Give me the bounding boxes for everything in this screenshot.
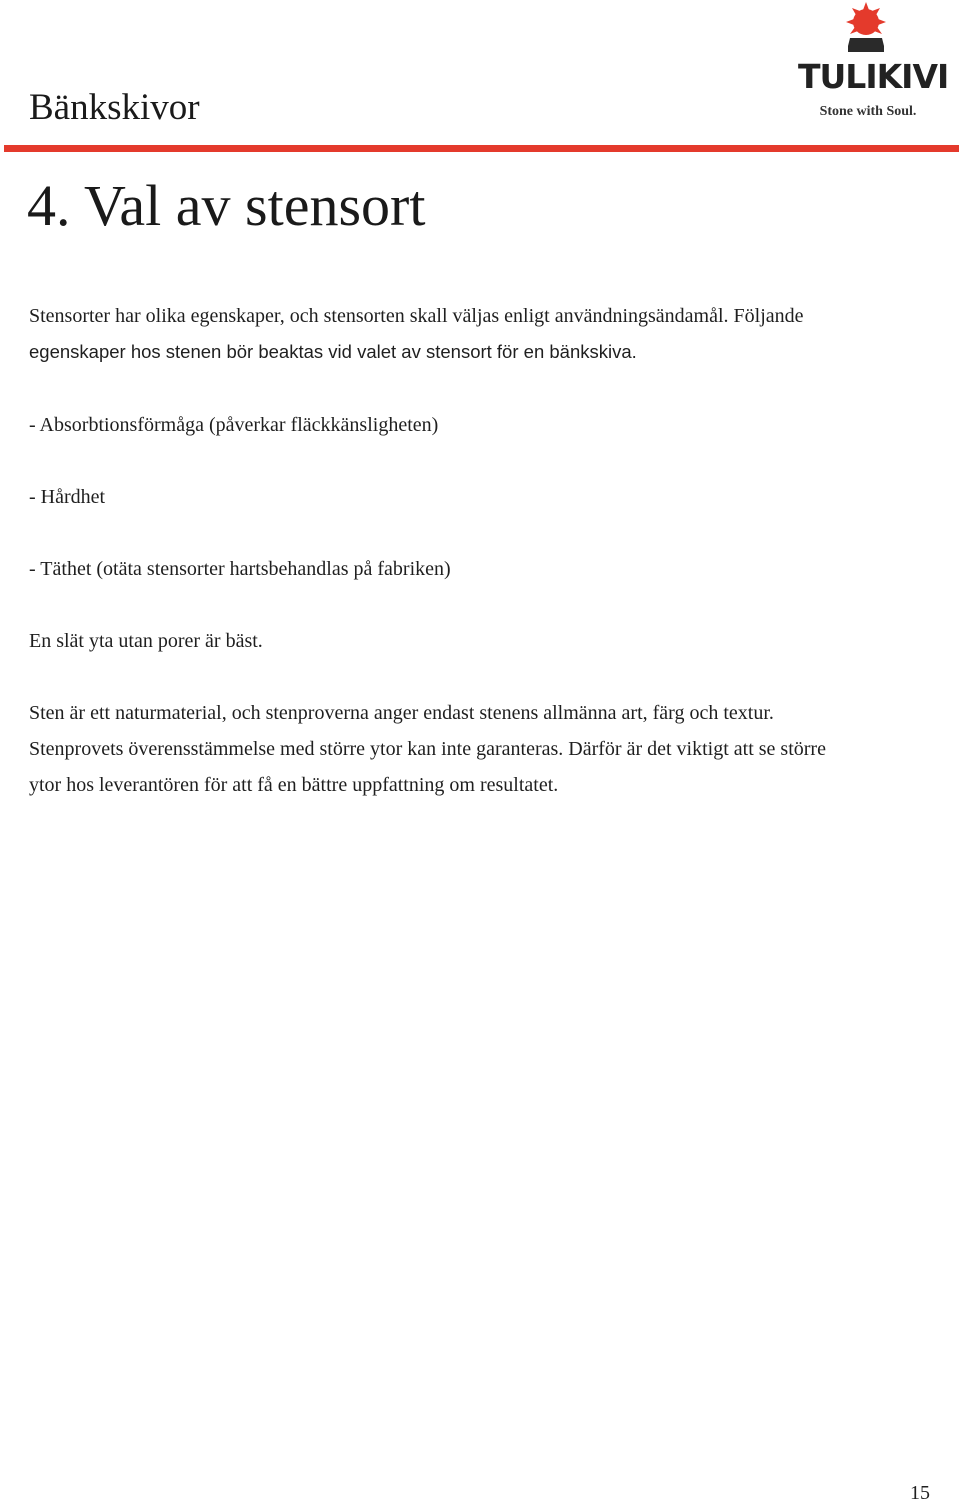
logo-brand-text: TULIKIVI (798, 57, 949, 96)
chapter-title: 4. Val av stensort (27, 173, 426, 238)
tulikivi-logo (790, 0, 950, 130)
property-list-item: - Täthet (otäta stensorter hartsbehandlas på fabriken) (29, 558, 451, 580)
intro-paragraph-line-1: Stensorter har olika egenskaper, och stensorten skall väljas enligt användningsändamål. Följande (29, 305, 804, 327)
property-list-item: - Hårdhet (29, 486, 106, 508)
property-list-item: - Absorbtionsförmåga (påverkar fläckkänsligheten) (29, 414, 439, 436)
logo-tagline: Stone with Soul. (819, 104, 917, 119)
natural-material-paragraph-line-3: ytor hos leverantören för att få en bättre uppfattning om resultatet. (29, 774, 559, 796)
intro-paragraph-line-2: egenskaper hos stenen bör beaktas vid valet av stensort för en bänkskiva. (29, 341, 637, 362)
document-header-title: Bänkskivor (29, 87, 200, 128)
header-divider (4, 145, 959, 152)
page-number: 15 (910, 1482, 930, 1504)
smooth-surface-paragraph: En slät yta utan porer är bäst. (29, 630, 263, 652)
natural-material-paragraph-line-2: Stenprovets överensstämmelse med större ytor kan inte garanteras. Därför är det viktigt att se större (29, 738, 826, 760)
natural-material-paragraph-line-1: Sten är ett naturmaterial, och stenproverna anger endast stenens allmänna art, färg och textur. (29, 702, 774, 724)
tulikivi-flame-icon (790, 0, 950, 60)
